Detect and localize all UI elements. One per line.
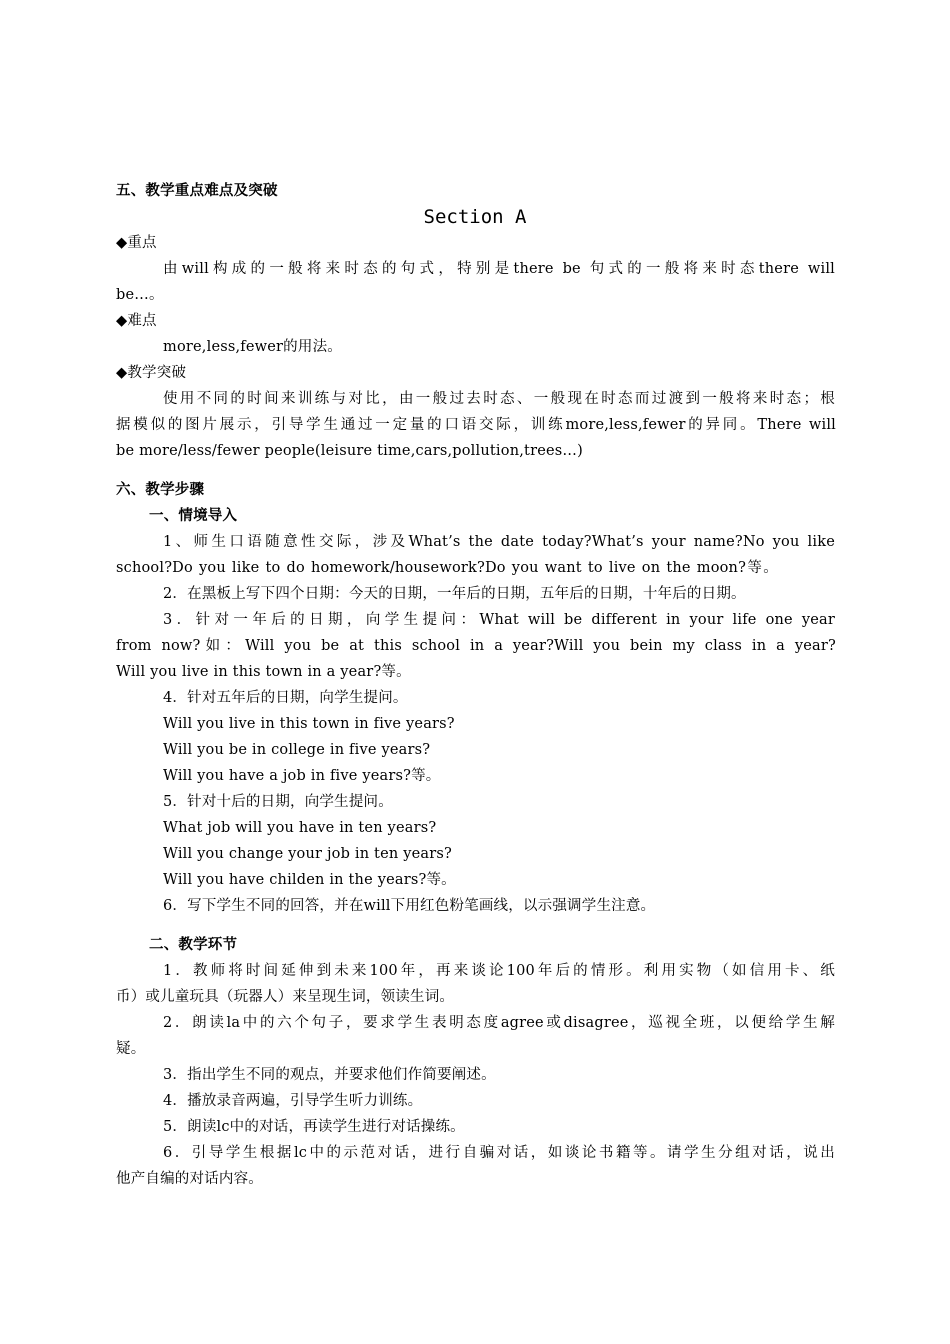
step-line: 3．指出学生不同的观点，并要求他们作简要阐述。 [163, 1067, 496, 1083]
step-line: 5．针对十后的日期，向学生提问。 [163, 794, 393, 810]
breakthrough-line: 使用不同的时间来训练与对比，由一般过去时态、一般现在时态而过渡到一般将来时态；根 [163, 391, 835, 407]
question-line: Will you have a job in five years?等。 [163, 768, 441, 784]
step-line: 6．引导学生根据lc中的示范对话，进行自骗对话，如谈论书籍等。请学生分组对话，说出 [163, 1145, 835, 1161]
step-line: Will you live in this town in a year?等。 [116, 664, 411, 680]
step-line: 2．朗读la中的六个句子，要求学生表明态度agree或disagree，巡视全班，以便给学生解 [163, 1015, 835, 1031]
step-line: 4．播放录音两遍，引导学生听力训练。 [163, 1093, 423, 1109]
key-points-line: 由will构成的一般将来时态的句式，特别是there be 句式的一般将来时态there will [163, 261, 835, 277]
key-points-label: ◆重点 [116, 235, 157, 251]
question-line: What job will you have in ten years? [163, 820, 437, 836]
section-6-heading: 六、教学步骤 [116, 481, 205, 498]
question-line: Will you change your job in ten years? [163, 846, 452, 862]
section-title: Section A [423, 206, 527, 228]
step-line: school?Do you like to do homework/housework?Do you want to live on the moon?等。 [116, 560, 778, 576]
step-line: 3．针对一年后的日期，向学生提问：What will be different in your life one year [163, 612, 835, 628]
step-line: 1．教师将时间延伸到未来100年，再来谈论100年后的情形。利用实物（如信用卡、纸 [163, 963, 835, 979]
step-line: 2．在黑板上写下四个日期：今天的日期，一年后的日期，五年后的日期，十年后的日期。 [163, 586, 746, 602]
difficult-points-label: ◆难点 [116, 313, 157, 329]
difficult-points-text: more,less,fewer的用法。 [163, 339, 342, 355]
step-line: 币）或儿童玩具（玩器人）来呈现生词，领读生词。 [116, 989, 455, 1005]
breakthrough-line: 据模似的图片展示，引导学生通过一定量的口语交际，训练more,less,fewer的异同。There will [116, 417, 836, 433]
step-line: from now?如：Will you be at this school in a year?Will you bein my class in a year? [116, 638, 836, 654]
subheading-scenario: 一、情境导入 [149, 507, 238, 524]
question-line: Will you have childen in the years?等。 [163, 872, 456, 888]
key-points-line: be…。 [116, 287, 164, 303]
step-line: 6．写下学生不同的回答，并在will下用红色粉笔画线，以示强调学生注意。 [163, 898, 656, 914]
subheading-teaching: 二、教学环节 [149, 936, 238, 953]
step-line: 1、师生口语随意性交际，涉及What’s the date today?What’s your name?No you like [163, 534, 835, 550]
question-line: Will you be in college in five years? [163, 742, 431, 758]
section-5-heading: 五、教学重点难点及突破 [116, 182, 278, 199]
breakthrough-line: be more/less/fewer people(leisure time,cars,pollution,trees…) [116, 443, 583, 459]
question-line: Will you live in this town in five years? [163, 716, 455, 732]
step-line: 疑。 [116, 1041, 146, 1057]
step-line: 5．朗读lc中的对话，再读学生进行对话操练。 [163, 1119, 465, 1135]
step-line: 他产自编的对话内容。 [116, 1171, 263, 1187]
step-line: 4．针对五年后的日期，向学生提问。 [163, 690, 408, 706]
breakthrough-label: ◆教学突破 [116, 365, 187, 381]
